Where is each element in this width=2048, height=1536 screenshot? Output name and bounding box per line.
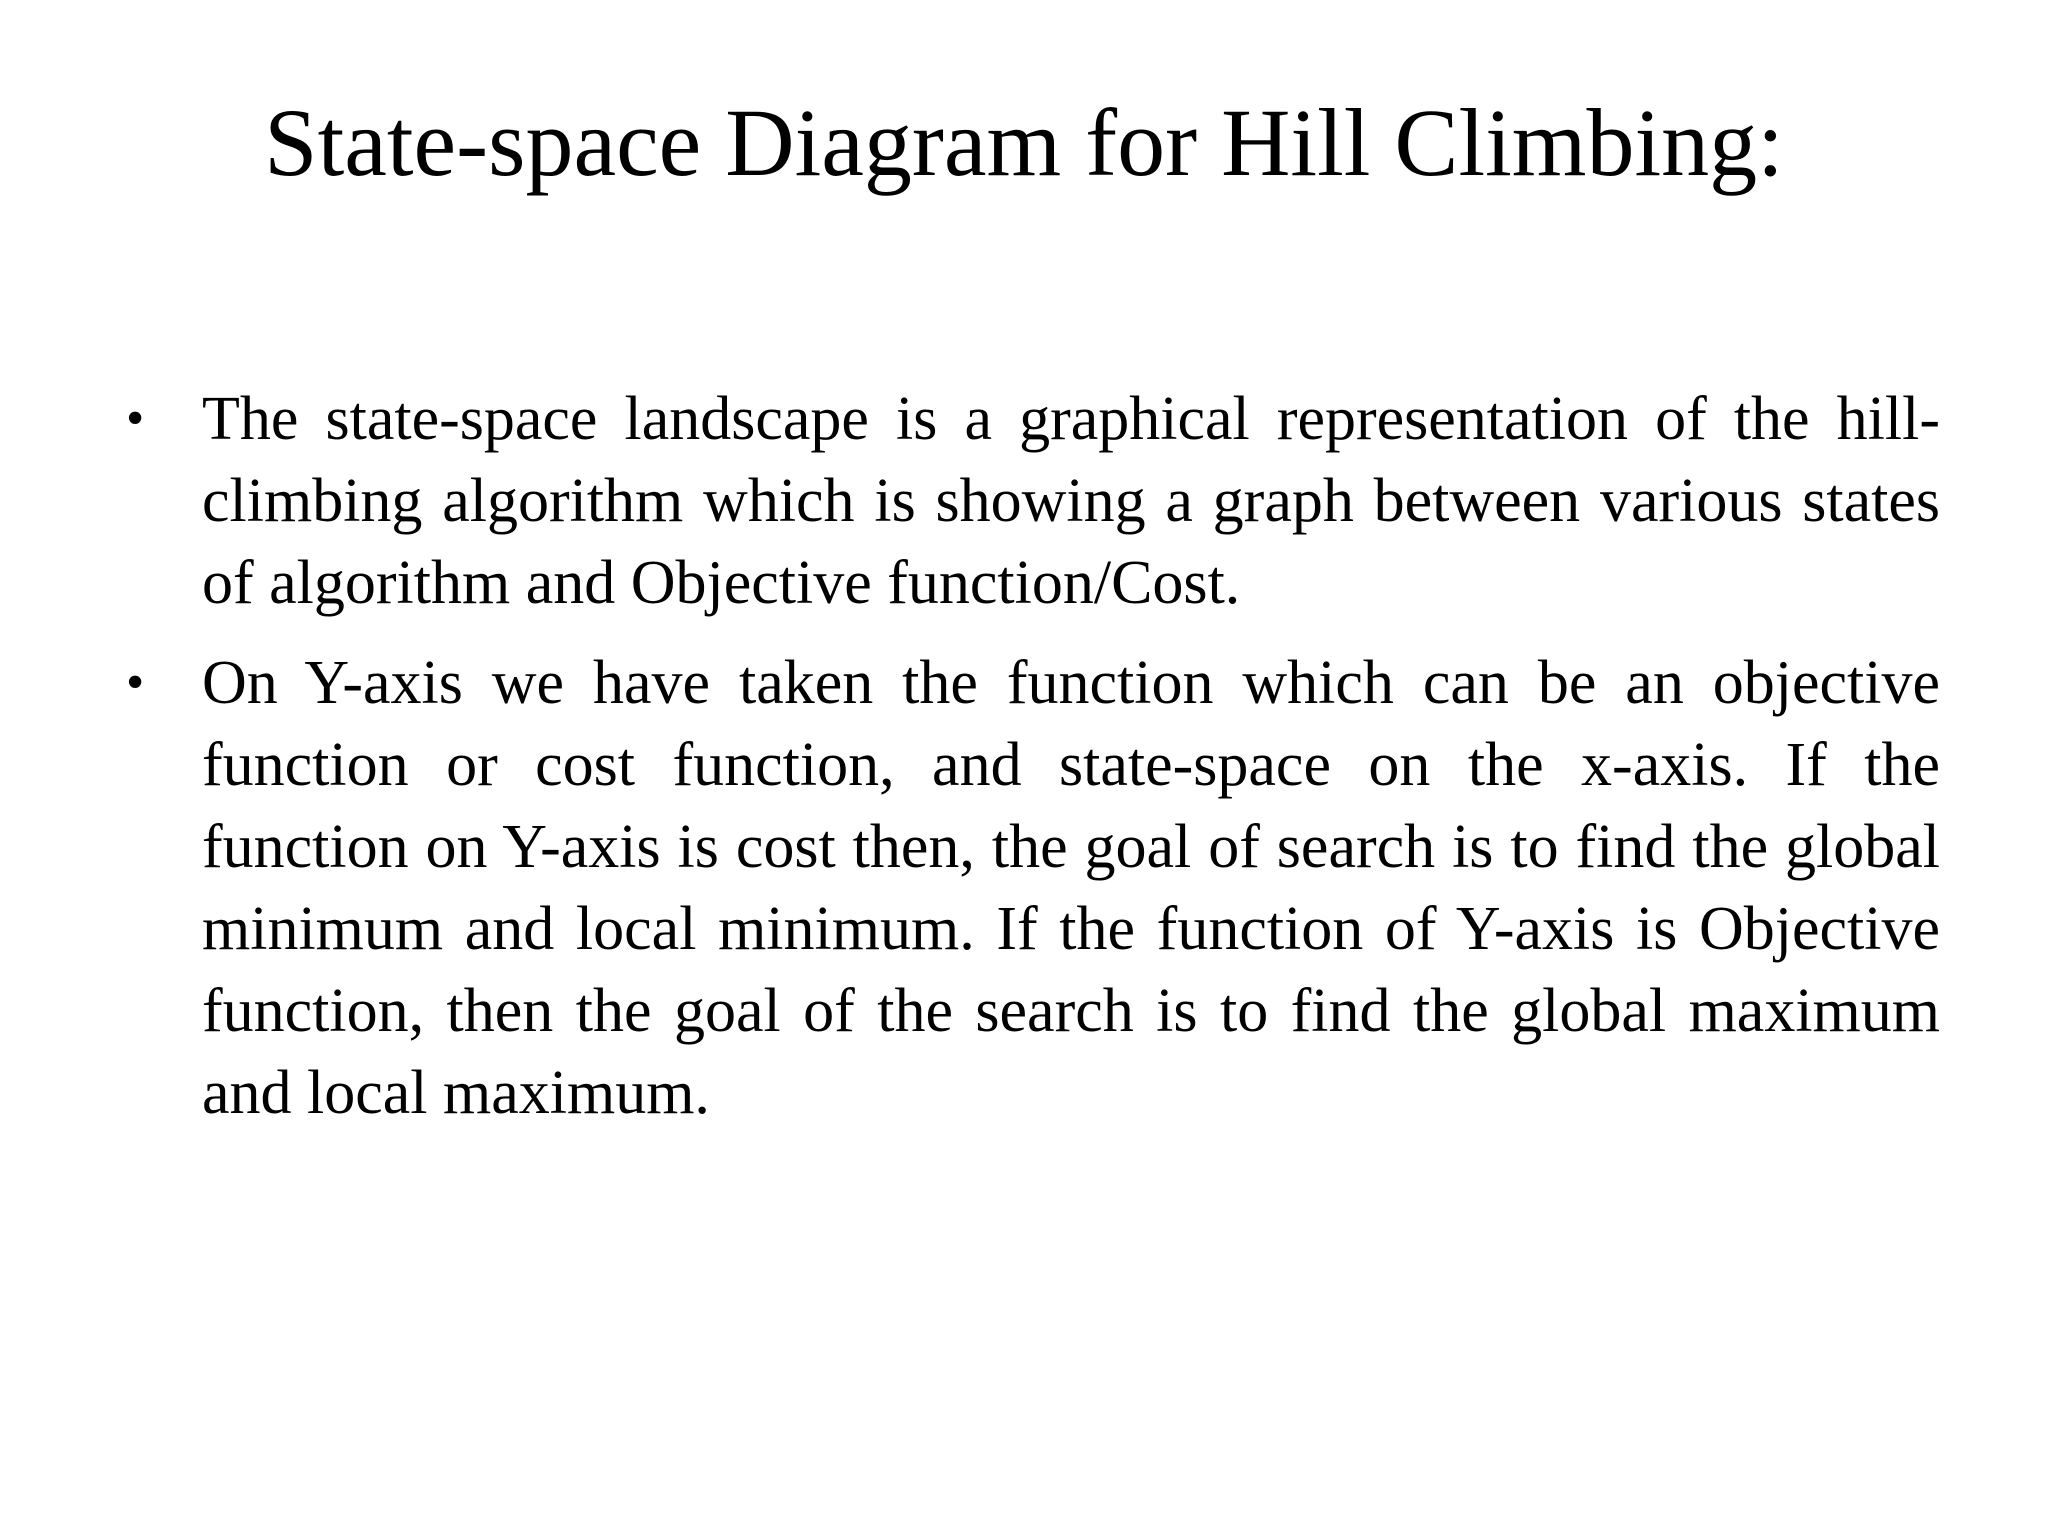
bullet-item [110,378,1940,624]
slide-title: State-space Diagram for Hill Climbing: [264,89,1784,196]
bullet-item [110,642,1940,1134]
bullet-text: On Y-axis we have taken the function which can be an objective function or cost function, and state-space on the x-axis. If the function on Y-axis is cost then, the goal of search is to find the global minimum and local minimum. If the function of Y-axis is Objective function, then the goal of the search is to find the global maximum and local maximum. [202,649,1940,1127]
bullet-marker: • [126,390,145,447]
bullet-marker: • [126,654,145,711]
bullet-text: The state-space landscape is a graphical representation of the hill-climbing algorithm which is showing a graph between various states of algorithm and Objective function/Cost. [202,385,1940,617]
bullet-list [110,378,1940,1152]
